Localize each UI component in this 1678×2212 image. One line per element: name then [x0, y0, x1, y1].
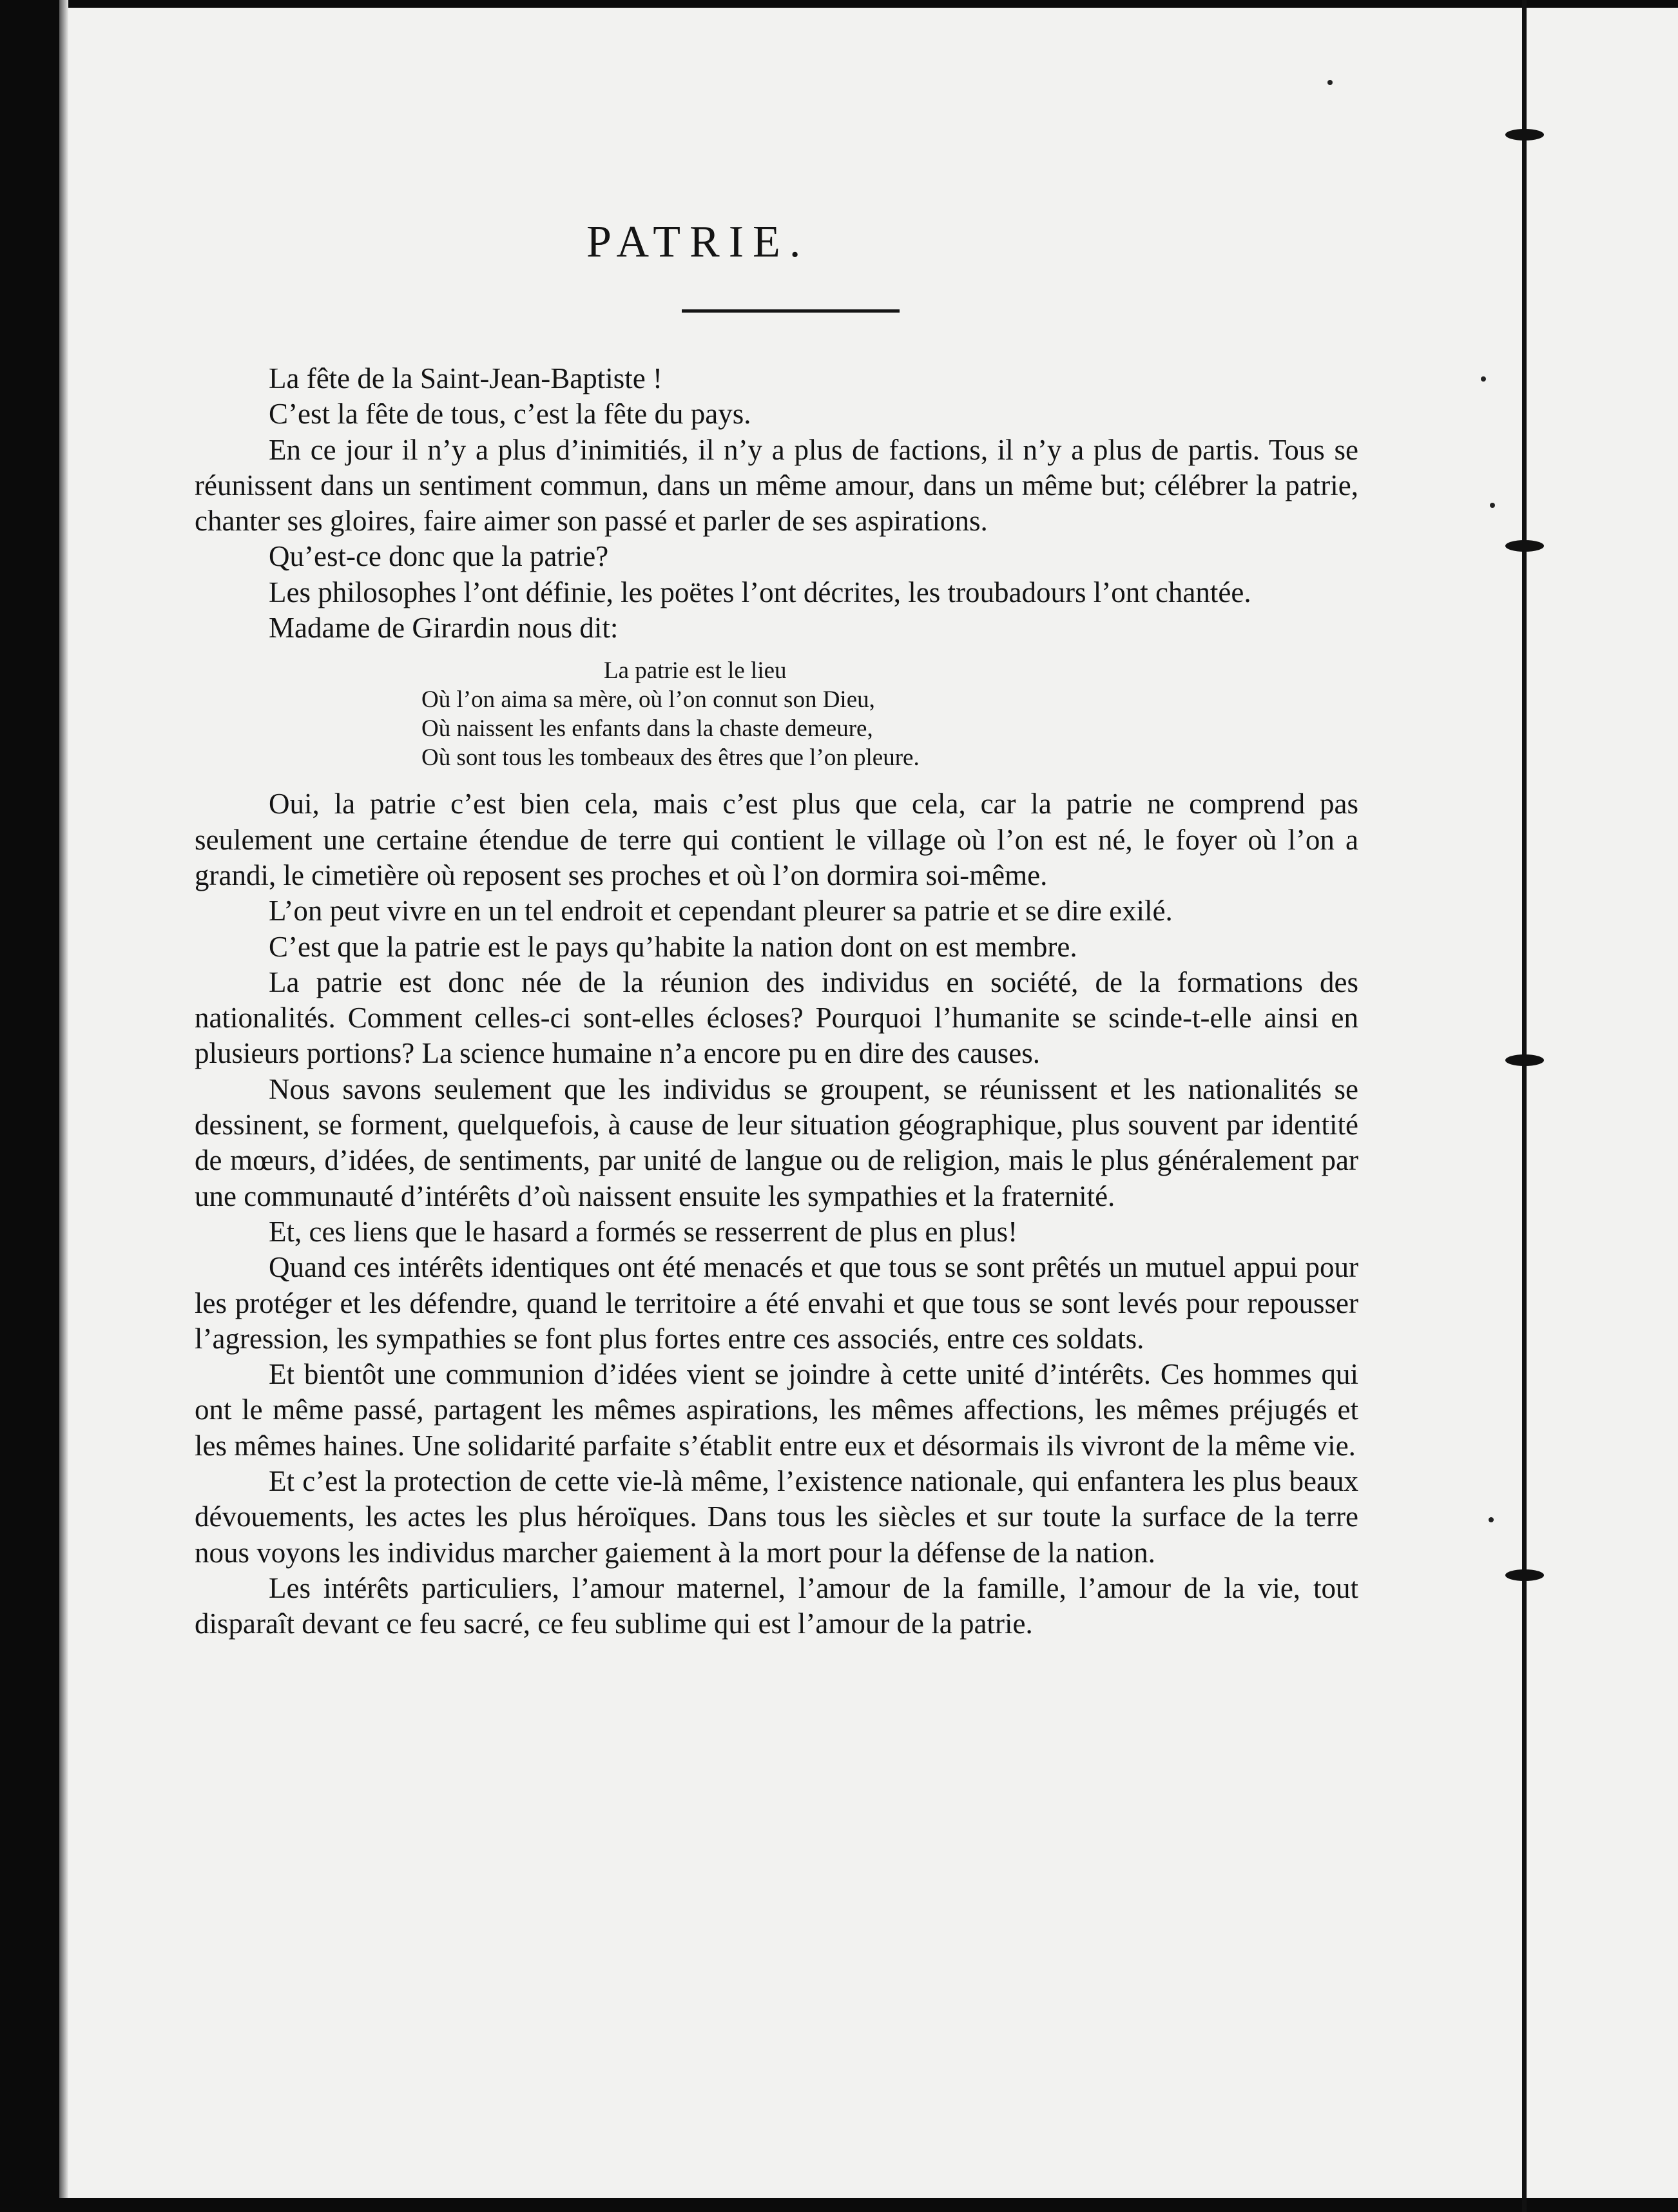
paragraph: Oui, la patrie c’est bien cela, mais c’est plus que cela, car la patrie ne comprend pas seulement une certaine étendue de terre qui contient le village où l’on est né, le foyer où l’on a grandi, le cimetière où reposent ses proches et où l’on dormira soi-même.: [195, 788, 1358, 891]
scan-speck: [1327, 80, 1333, 85]
paragraph: Quand ces intérêts identiques ont été menacés et que tous se sont prêtés un mutuel appui pour les protéger et les défendre, quand le territoire a été envahi et que tous se sont levés pour repousser l’agression, les sympathies se font plus fortes entre ces associés, entre ces soldats.: [195, 1251, 1358, 1355]
poem-line: Où naissent les enfants dans la chaste demeure,: [421, 715, 873, 742]
binding-mark: [1505, 1569, 1544, 1581]
scan-border-left: [0, 0, 59, 2212]
paragraph: En ce jour il n’y a plus d’inimitiés, il n’y a plus de factions, il n’y a plus de partis. Tous se réunissent dans un sentiment commun, dans un même amour, dans un même but; célébrer la patrie, chanter ses gloires, faire aimer son passé et parler de ses aspirations.: [195, 433, 1358, 538]
paragraph: Les intérêts particuliers, l’amour maternel, l’amour de la famille, l’amour de la vie, tout disparaît devant ce feu sacré, ce feu sublime qui est l’amour de la patrie.: [195, 1571, 1358, 1640]
article-body: [195, 361, 1358, 1642]
scan-border-top: [0, 0, 1678, 8]
scan-speck: [1490, 503, 1495, 508]
scan-page-edge-shadow: [59, 0, 68, 2212]
poem-quote: [421, 656, 1358, 772]
poem-line: Où l’on aima sa mère, où l’on connut son Dieu,: [421, 686, 875, 713]
paragraph: Et, ces liens que le hasard a formés se resserrent de plus en plus!: [269, 1215, 1018, 1248]
paragraph: Et bientôt une communion d’idées vient se joindre à cette unité d’intérêts. Ces hommes qui ont le même passé, partagent les mêmes aspirations, les mêmes affections, les mêmes préjugés et les mêmes haines. Une solidarité parfaite s’établit entre eux et désormais ils vivront de la même vie.: [195, 1358, 1358, 1462]
title-rule: [682, 309, 900, 313]
paragraph: C’est la fête de tous, c’est la fête du pays.: [269, 398, 751, 431]
paragraph: Les philosophes l’ont définie, les poëtes l’ont décrites, les troubadours l’ont chantée.: [269, 576, 1251, 608]
poem-line: La patrie est le lieu: [604, 657, 787, 684]
binding-gutter-line: [1522, 0, 1527, 2212]
paragraph: C’est que la patrie est le pays qu’habite la nation dont on est membre.: [269, 930, 1077, 963]
page-title: PATRIE.: [586, 217, 810, 267]
paragraph: Madame de Girardin nous dit:: [269, 612, 619, 645]
scan-speck: [1489, 1517, 1494, 1522]
scan-border-bottom: [0, 2198, 1678, 2212]
binding-mark: [1505, 129, 1544, 141]
binding-mark: [1505, 540, 1544, 552]
paragraph: L’on peut vivre en un tel endroit et cependant pleurer sa patrie et se dire exilé.: [269, 895, 1173, 927]
paragraph: La fête de la Saint-Jean-Baptiste !: [269, 362, 662, 394]
paragraph: Et c’est la protection de cette vie-là même, l’existence nationale, qui enfantera les plus beaux dévouements, les actes les plus héroïques. Dans tous les siècles et sur toute la surface de la terre nous voyons les individus marcher gaiement à la mort pour la défense de la nation.: [195, 1465, 1358, 1569]
paragraph: Qu’est-ce donc que la patrie?: [269, 540, 609, 573]
paragraph: La patrie est donc née de la réunion des individus en société, de la formations des nationalités. Comment celles-ci sont-elles écloses? Pourquoi l’humanite se scinde-t-elle ainsi en plusieurs portions? La science humaine n’a encore pu en dire des causes.: [195, 965, 1358, 1070]
binding-mark: [1505, 1054, 1544, 1066]
poem-line: Où sont tous les tombeaux des êtres que l’on pleure.: [421, 744, 920, 771]
paragraph: Nous savons seulement que les individus se groupent, se réunissent et les nationalités se dessinent, se forment, quelquefois, à cause de leur situation géographique, plus souvent par identité de mœurs, d’idées, de sentiments, par unité de langue ou de religion, mais le plus généralement par une communauté d’intérêts d’où naissent ensuite les sympathies et la fraternité.: [195, 1072, 1358, 1212]
scan-speck: [1481, 376, 1486, 382]
